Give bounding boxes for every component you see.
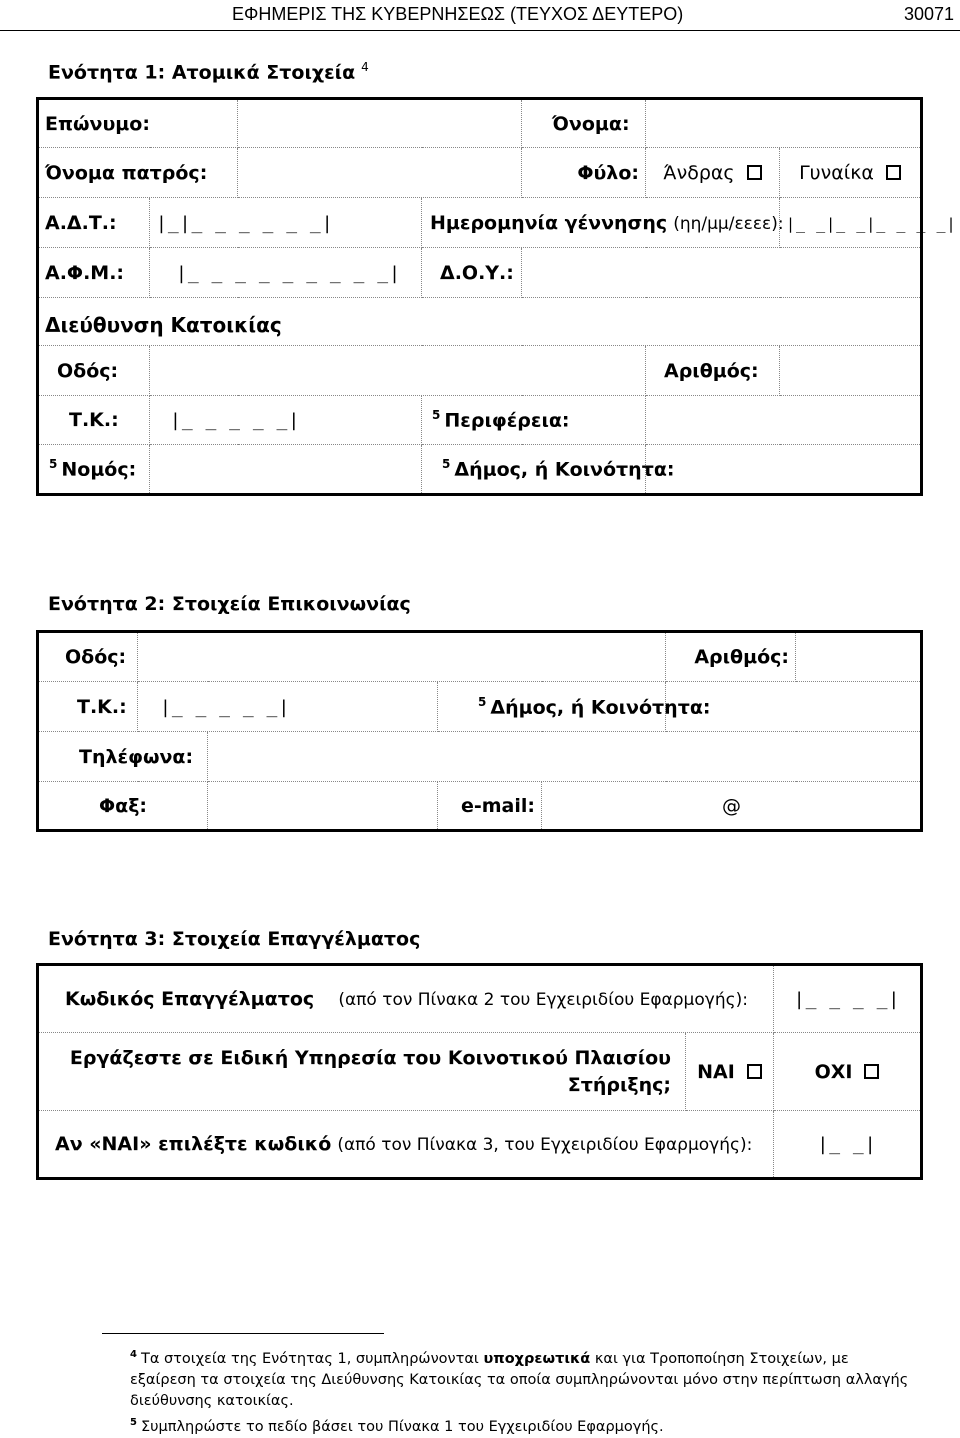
contact-postal-code-label: Τ.Κ.: [38,682,138,732]
father-name-label: Όνομα πατρός: [38,148,238,198]
footnote-4: $^4$ Τα στοιχεία της Ενότητας 1, συμπληρώνονται υποχρεωτικά και για Τροποποίηση Στοιχείων, με εξαίρεση τα στοιχεία της Διεύθυνσης Κατοικίας τα οποία συμπληρώνονται μόνο στην περίπτωση αλλαγής διεύθυνσης κατοικίας. [130,1349,909,1409]
tax-number-label: Α.Φ.Μ.: [38,248,150,298]
street-field[interactable] [150,346,646,396]
email-label: e-mail: [438,782,542,831]
sex-male-option[interactable]: Άνδρας [646,148,780,198]
street-number-field[interactable] [780,346,922,396]
footnotes [130,1344,910,1438]
profession-code-field[interactable]: |_ _ _ _| [774,965,922,1033]
personal-details-table [36,97,957,496]
fax-label: Φαξ: [38,782,208,831]
contact-street-label: Οδός: [38,632,138,682]
special-service-question: Εργάζεστε σε Ειδική Υπηρεσία του Κοινοτικού Πλαισίου Στήριξης; [38,1033,686,1111]
tax-office-field[interactable] [522,248,922,298]
tax-office-label: Δ.Ο.Υ.: [422,248,522,298]
page-header [0,0,960,31]
municipality-field[interactable] [646,445,922,495]
male-checkbox[interactable] [747,165,762,180]
email-field[interactable]: @ [542,782,922,831]
footnote-separator [102,1333,384,1334]
page-number: 30071 [903,4,954,24]
tax-number-field[interactable]: |_ _ _ _ _ _ _ _ _| [150,248,422,298]
municipality-label: $^5$ Δήμος, ή Κοινότητα: [422,445,646,495]
yes-checkbox[interactable] [747,1064,762,1079]
female-checkbox[interactable] [886,165,901,180]
street-number-label: Αριθμός: [646,346,780,396]
special-service-no-option[interactable]: ΟΧΙ [774,1033,922,1111]
contact-street-field[interactable] [138,632,666,682]
postal-code-label: Τ.Κ.: [38,396,150,445]
name-label: Όνομα: [522,99,646,148]
footnote-ref-4: 4 [361,60,369,74]
residence-address-heading: Διεύθυνση Κατοικίας [38,298,922,346]
phones-field[interactable] [208,732,922,782]
fax-field[interactable] [208,782,438,831]
surname-field[interactable] [238,99,522,148]
contact-municipality-label: $^5$ Δήμος, ή Κοινότητα: [438,682,666,732]
no-checkbox[interactable] [864,1064,879,1079]
section1-title: Ενότητα 1: Ατομικά Στοιχεία $^4$ [48,60,369,84]
if-yes-code-field[interactable]: |_ _| [774,1111,922,1179]
father-name-field[interactable] [238,148,522,198]
if-yes-code-label: Αν «ΝΑΙ» επιλέξτε κωδικό (από τον Πίνακα 3, του Εγχειριδίου Εφαρμογής): [38,1111,774,1179]
profession-details-table [36,963,923,1180]
birth-date-label: Ημερομηνία γέννησης (ηη/μμ/εεεε): [422,198,780,248]
sex-female-option[interactable]: Γυναίκα [780,148,922,198]
contact-details-table [36,630,923,832]
region-label: $^5$ Περιφέρεια: [422,396,646,445]
prefecture-field[interactable] [150,445,422,495]
id-card-field[interactable]: |_|_ _ _ _ _ _| [150,198,422,248]
profession-code-label: Κωδικός Επαγγέλματος (από τον Πίνακα 2 του Εγχειριδίου Εφαρμογής): [38,965,774,1033]
section3-title: Ενότητα 3: Στοιχεία Επαγγέλματος [48,928,421,950]
gazette-title: ΕΦΗΜΕΡΙΣ ΤΗΣ ΚΥΒΕΡΝΗΣΕΩΣ (ΤΕΥΧΟΣ ΔΕΥΤΕΡΟ) [232,4,684,24]
section2-title: Ενότητα 2: Στοιχεία Επικοινωνίας [48,593,411,615]
street-label: Οδός: [38,346,150,396]
region-field[interactable] [646,396,922,445]
phones-label: Τηλέφωνα: [38,732,208,782]
footnote-5: $^5$ Συμπληρώστε το πεδίο βάσει του Πίνακα 1 του Εγχειριδίου Εφαρμογής. [130,1416,664,1435]
surname-label: Επώνυμο: [38,99,238,148]
birth-date-field[interactable]: |_ _|_ _|_ _ _ _| [780,198,922,248]
id-card-label: Α.Δ.Τ.: [38,198,150,248]
contact-number-label: Αριθμός: [666,632,796,682]
contact-number-field[interactable] [796,632,922,682]
contact-postal-code-field[interactable]: |_ _ _ _ _| [138,682,438,732]
sex-label: Φύλο: [522,148,646,198]
prefecture-label: $^5$ Νομός: [38,445,150,495]
special-service-yes-option[interactable]: ΝΑΙ [686,1033,774,1111]
postal-code-field[interactable]: |_ _ _ _ _| [150,396,422,445]
name-field[interactable] [646,99,922,148]
